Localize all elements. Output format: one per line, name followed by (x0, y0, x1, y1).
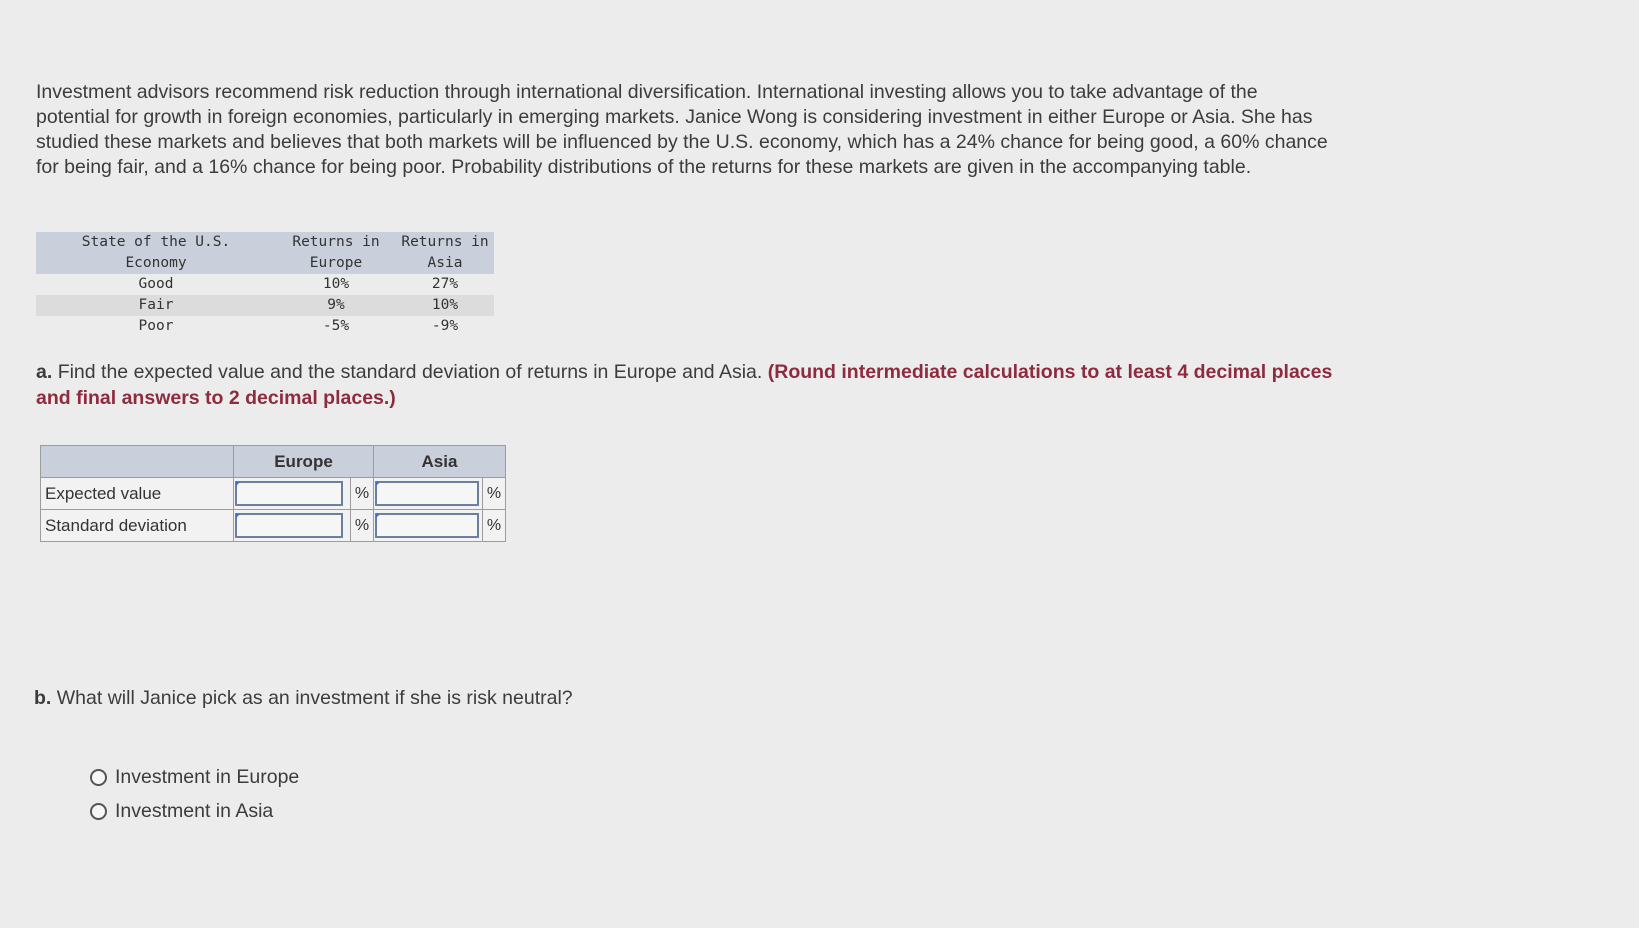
table-header-row (36, 232, 494, 253)
cell-asia: -9% (431, 318, 459, 334)
header-europe-line2: Europe (309, 255, 363, 271)
percent-unit: % (351, 510, 374, 542)
expected-value-europe-input[interactable] (235, 481, 343, 506)
answer-row-expected-value (41, 478, 506, 510)
cell-state: Good (138, 276, 174, 292)
answer-row-standard-deviation (41, 510, 506, 542)
percent-unit: % (483, 478, 506, 510)
investment-options (90, 760, 299, 828)
header-asia-line2: Asia (427, 255, 463, 271)
radio-asia[interactable] (90, 803, 107, 820)
cell-europe: -5% (322, 318, 350, 334)
table-row (36, 316, 494, 337)
header-asia-line1: Returns in (401, 234, 489, 250)
returns-data-table (36, 232, 494, 337)
percent-unit: % (351, 478, 374, 510)
header-state-line2: Economy (125, 255, 187, 271)
question-b-label: b. (34, 687, 52, 709)
row-label-standard-deviation: Standard deviation (41, 510, 234, 542)
cell-state: Poor (138, 318, 174, 334)
std-dev-europe-cell (234, 510, 351, 542)
radio-europe[interactable] (90, 769, 107, 786)
std-dev-europe-input[interactable] (235, 513, 343, 538)
expected-value-europe-cell (234, 478, 351, 510)
expected-value-asia-input[interactable] (375, 481, 479, 506)
table-header-row (36, 253, 494, 274)
header-state-line1: State of the U.S. (81, 234, 231, 250)
std-dev-asia-input[interactable] (375, 513, 479, 538)
question-b (34, 687, 573, 710)
option-asia[interactable] (90, 794, 299, 828)
answer-header-europe: Europe (234, 446, 374, 478)
percent-unit: % (483, 510, 506, 542)
cell-state: Fair (138, 297, 174, 313)
header-europe-line1: Returns in (292, 234, 380, 250)
std-dev-asia-cell (374, 510, 483, 542)
answer-header-asia: Asia (374, 446, 506, 478)
cell-europe: 9% (327, 297, 345, 313)
intro-paragraph: Investment advisors recommend risk reduction through international diversification. International investing allows you to take advantage of the potential for growth in foreign economies, particularly in emerging markets. Janice Wong is considering investment in either Europe or Asia. She has studied these markets and believes that both markets will be influenced by the U.S. economy, which has a 24% chance for being good, a 60% chance for being fair, and a 16% chance for being poor. Probability distributions of the returns for these markets are given in the accompanying table. (36, 81, 1328, 178)
option-asia-label: Investment in Asia (115, 799, 274, 822)
question-a-text: Find the expected value and the standard deviation of returns in Europe and Asia. (57, 361, 763, 383)
question-a (36, 359, 1336, 411)
cell-asia: 27% (431, 276, 459, 292)
table-row (36, 274, 494, 295)
answer-header-blank (41, 446, 234, 478)
expected-value-asia-cell (374, 478, 483, 510)
table-row (36, 295, 494, 316)
cell-europe: 10% (322, 276, 350, 292)
question-a-label: a. (36, 361, 53, 383)
question-a-instruction: (Round intermediate calculations to at least 4 decimal places and final answers to 2 decimal places.) (36, 361, 1333, 409)
answer-header-row (41, 446, 506, 478)
option-europe-label: Investment in Europe (115, 765, 300, 788)
answer-table (40, 445, 506, 542)
option-europe[interactable] (90, 760, 299, 794)
row-label-expected-value: Expected value (41, 478, 234, 510)
cell-asia: 10% (431, 297, 459, 313)
question-b-text: What will Janice pick as an investment if she is risk neutral? (56, 687, 573, 709)
